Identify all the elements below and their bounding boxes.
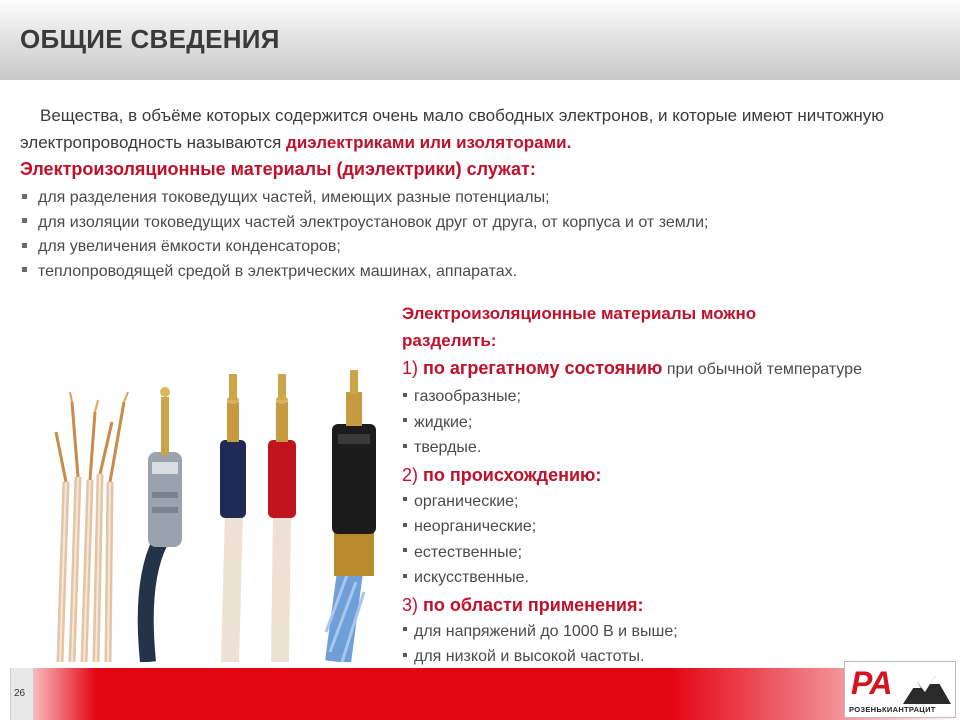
bullet-square-icon: [403, 627, 407, 631]
bullet-square-icon: [22, 243, 27, 248]
list-item: для увеличения ёмкости конденсаторов;: [20, 235, 708, 260]
footer-bar: [0, 668, 960, 720]
page-number: 26: [14, 688, 26, 699]
list-item: для изоляции токоведущих частей электроустановок друг от друга, от корпуса и от земли;: [20, 211, 708, 236]
logo-subtext: РОЗЕНЬКИАНТРАЦИТ: [849, 705, 936, 714]
bullet-square-icon: [403, 548, 407, 552]
list-item: газообразные;: [402, 384, 957, 410]
bullet-square-icon: [22, 194, 27, 199]
bullet-square-icon: [403, 523, 407, 527]
intro-text: Вещества, в объёме которых содержится очень мало свободных электронов, и которые имеют ничтожную электропроводность называются: [20, 106, 884, 152]
cables-photo: [20, 362, 402, 662]
bullet-square-icon: [403, 418, 407, 422]
list-item: неорганические;: [402, 514, 957, 540]
blue-banana-plug-image: [220, 374, 246, 662]
rca-connector-image: [326, 370, 376, 662]
category-aggregate: 1) по агрегатному состоянию при обычной температуре: [402, 358, 862, 378]
bullet-square-icon: [403, 574, 407, 578]
bullet-square-icon: [22, 218, 27, 223]
classification-heading-cont: разделить:: [402, 331, 497, 350]
list-item: искусственные.: [402, 565, 957, 591]
purpose-list: [20, 186, 708, 284]
intro-period: .: [566, 133, 572, 152]
list-item: для разделения токоведущих частей, имеющих разные потенциалы;: [20, 186, 708, 211]
logo-letters: РА: [851, 665, 892, 701]
blue-cable-connector-image: [146, 387, 182, 662]
bullet-square-icon: [403, 393, 407, 397]
list-item: теплопроводящей средой в электрических машинах, аппаратах.: [20, 260, 708, 285]
header-bar: [0, 0, 960, 80]
slide-title: ОБЩИЕ СВЕДЕНИЯ: [20, 24, 280, 54]
bullet-square-icon: [403, 497, 407, 501]
classification-block: [402, 300, 957, 670]
classification-heading: Электроизоляционные материалы можно: [402, 304, 757, 323]
bullet-square-icon: [403, 444, 407, 448]
purpose-heading: Электроизоляционные материалы (диэлектрики) служат:: [20, 159, 536, 179]
list-item: для низкой и высокой частоты.: [402, 644, 957, 670]
company-logo: [844, 661, 956, 718]
list-item: для напряжений до 1000 В и выше;: [402, 619, 957, 645]
list-item: естественные;: [402, 540, 957, 566]
category-application: 3) по области применения:: [402, 594, 644, 615]
mountain-icon: [903, 672, 951, 704]
intro-paragraph: [20, 102, 920, 156]
bullet-square-icon: [403, 653, 407, 657]
red-banana-plug-image: [268, 374, 296, 662]
intro-highlight: диэлектриками или изоляторами: [286, 133, 567, 152]
bullet-square-icon: [22, 267, 27, 272]
list-item: твердые.: [402, 435, 957, 461]
category-origin: 2) по происхождению:: [402, 464, 602, 485]
list-item: органические;: [402, 489, 957, 515]
clear-cable-image: [56, 392, 128, 662]
list-item: жидкие;: [402, 410, 957, 436]
